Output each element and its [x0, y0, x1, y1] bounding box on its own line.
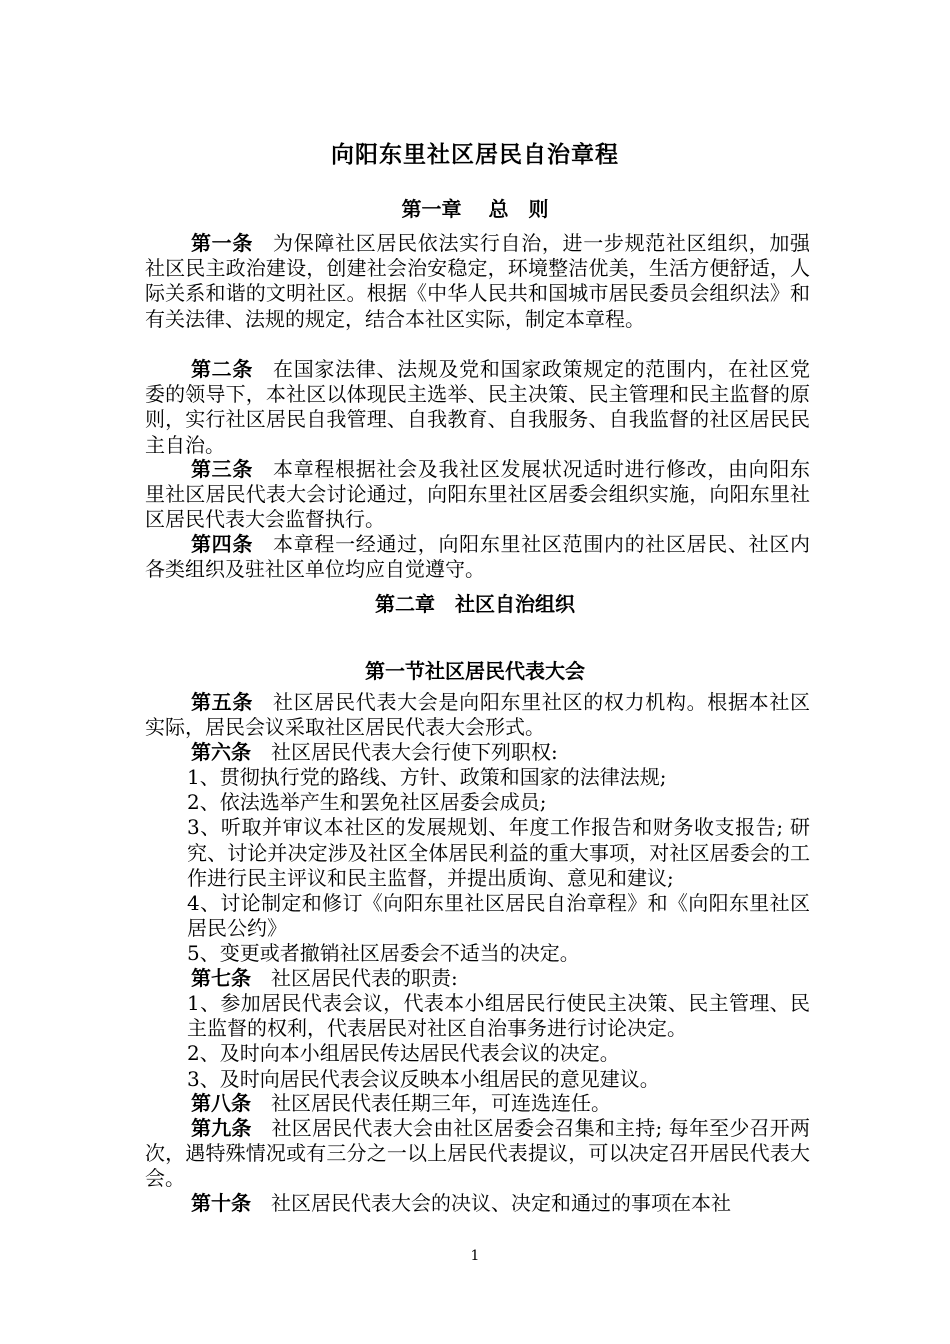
article-5: [145, 690, 810, 740]
article-2-label: 第二条: [191, 357, 254, 381]
page-number: 1: [470, 1248, 480, 1264]
article-7-text: 社区居民代表的职责:: [271, 966, 458, 990]
article-6: [145, 740, 810, 765]
article-4: [145, 532, 810, 582]
article-3: [145, 457, 810, 533]
article-8-label: 第八条: [191, 1091, 251, 1115]
list-item: 5、变更或者撤销社区居委会不适当的决定。: [187, 941, 580, 966]
article-4-text: 本章程一经通过，向阳东里社区范围内的社区居民、社区内各类组织及驻社区单位均应自觉遵守。: [145, 532, 811, 582]
article-5-text: 社区居民代表大会是向阳东里社区的权力机构。根据本社区实际，居民会议采取社区居民代表大会形式。: [145, 690, 811, 740]
list-item: 1、贯彻执行党的路线、方针、政策和国家的法律法规;: [187, 765, 667, 789]
chapter-1-heading: 第一章 总 则: [401, 197, 549, 221]
article-5-label: 第五条: [191, 690, 254, 714]
article-1: [145, 231, 810, 332]
article-1-text: 为保障社区居民依法实行自治，进一步规范社区组织，加强社区民主政治建设，创建社会治安稳定，环境整洁优美，生活方便舒适，人际关系和谐的文明社区。根据《中华人民共和国城市居民委员会组织法》和有关法律、法规的规定，结合本社区实际，制定本章程。: [145, 231, 811, 331]
article-10: [145, 1191, 810, 1216]
list-item: 3、及时向居民代表会议反映本小组居民的意见建议。: [187, 1066, 660, 1091]
article-8-text: 社区居民代表任期三年，可连选连任。: [271, 1091, 611, 1115]
article-6-label: 第六条: [191, 740, 251, 764]
article-7-label: 第七条: [191, 966, 251, 990]
article-6-items: [145, 765, 810, 967]
list-item: 1、参加居民代表会议，代表本小组居民行使民主决策、民主管理、民主监督的权利，代表居民对社区自治事务进行讨论决定。: [187, 991, 810, 1041]
article-10-label: 第十条: [191, 1191, 251, 1215]
article-3-label: 第三条: [191, 457, 254, 481]
article-4-label: 第四条: [191, 532, 254, 556]
article-6-text: 社区居民代表大会行使下列职权:: [271, 740, 558, 764]
article-3-text: 本章程根据社会及我社区发展状况适时进行修改，由向阳东里社区居民代表大会讨论通过，向阳东里社区居委会组织实施，向阳东里社区居民代表大会监督执行。: [145, 457, 811, 532]
article-2-text: 在国家法律、法规及党和国家政策规定的范围内，在社区党委的领导下，本社区以体现民主选举、民主决策、民主管理和民主监督的原则，实行社区居民自我管理、自我教育、自我服务、自我监督的社区居民民主自治。: [145, 357, 811, 457]
list-item: 2、及时向本小组居民传达居民代表会议的决定。: [187, 1041, 620, 1066]
article-2: [145, 357, 810, 458]
article-7: [145, 966, 810, 991]
article-1-label: 第一条: [191, 231, 254, 255]
section-1-heading: 第一节社区居民代表大会: [365, 659, 585, 683]
list-item: 4、讨论制定和修订《向阳东里社区居民自治章程》和《向阳东里社区居民公约》: [187, 891, 810, 941]
article-9: [145, 1116, 810, 1192]
article-10-text: 社区居民代表大会的决议、决定和通过的事项在本社: [271, 1191, 731, 1215]
article-9-label: 第九条: [191, 1116, 252, 1140]
list-item: 3、听取并审议本社区的发展规划、年度工作报告和财务收支报告; 研究、讨论并决定涉及社区全体居民利益的重大事项，对社区居委会的工作进行民主评议和民主监督，并提出质询、意见和建议;: [187, 815, 810, 890]
article-8: [145, 1091, 810, 1116]
article-9-text: 社区居民代表大会由社区居委会召集和主持; 每年至少召开两次，遇特殊情况或有三分之一以上居民代表提议，可以决定召开居民代表大会。: [145, 1116, 810, 1191]
list-item: 2、依法选举产生和罢免社区居委会成员;: [187, 790, 547, 815]
chapter-2-heading: 第二章 社区自治组织: [375, 592, 575, 616]
article-7-items: [145, 991, 810, 1092]
document-title: 向阳东里社区居民自治章程: [331, 142, 619, 168]
